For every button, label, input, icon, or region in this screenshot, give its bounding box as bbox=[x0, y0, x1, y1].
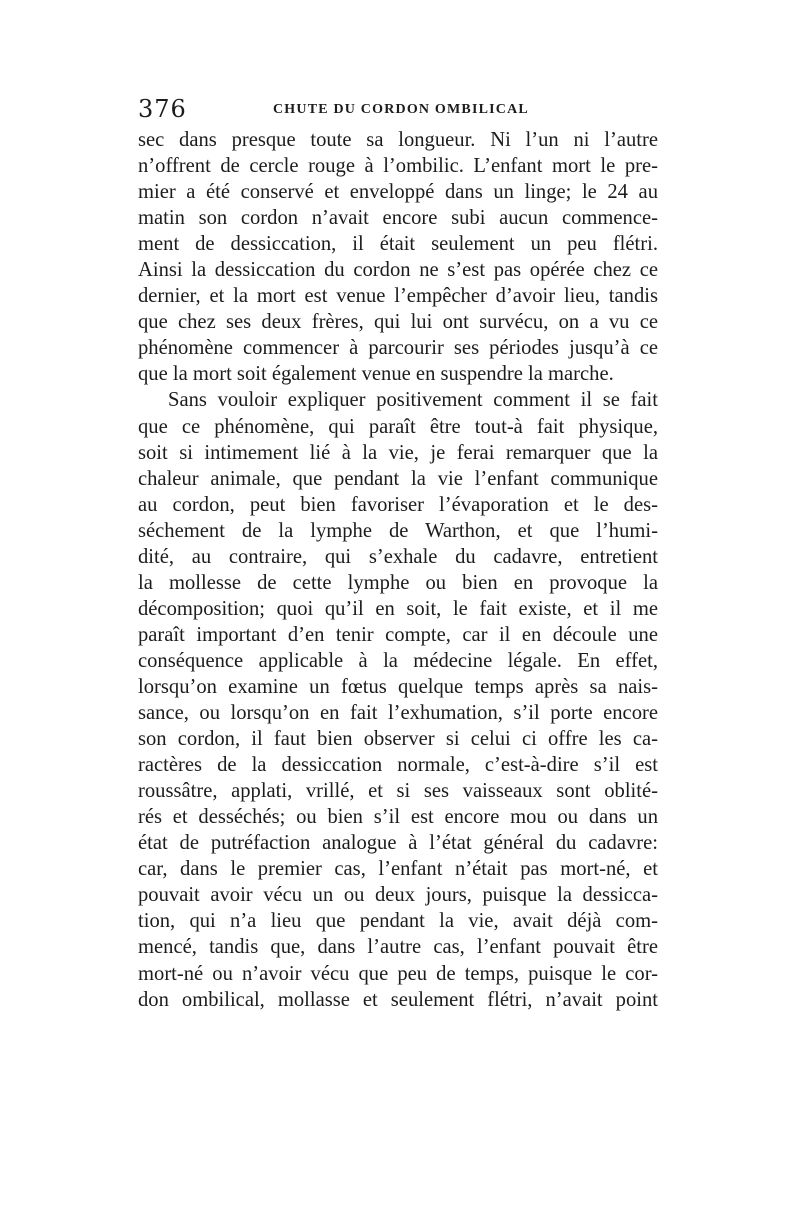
text-line: ractères de la dessiccation normale, c’est-à-dire s’il est bbox=[138, 754, 658, 777]
text-line: rés et desséchés; ou bien s’il est encore mou ou dans un bbox=[138, 806, 658, 829]
text-line: roussâtre, applati, vrillé, et si ses vaisseaux sont oblité- bbox=[138, 780, 658, 803]
text-line: tion, qui n’a lieu que pendant la vie, avait déjà com- bbox=[138, 910, 658, 933]
text-line: sec dans presque toute sa longueur. Ni l’un ni l’autre bbox=[138, 129, 658, 151]
page-number: 376 bbox=[138, 95, 187, 123]
text-line: la mollesse de cette lymphe ou bien en provoque la bbox=[138, 571, 658, 594]
text-line: sance, ou lorsqu’on en fait l’exhumation, s’il porte encore bbox=[138, 702, 658, 725]
text-line: décomposition; quoi qu’il en soit, le fait existe, et il me bbox=[138, 597, 658, 620]
text-line: chaleur animale, que pendant la vie l’enfant communique bbox=[138, 467, 658, 490]
text-line: Ainsi la dessiccation du cordon ne s’est pas opérée chez ce bbox=[138, 259, 658, 282]
text-line: séchement de la lymphe de Warthon, et que l’humi- bbox=[138, 519, 658, 542]
text-line: pouvait avoir vécu un ou deux jours, puisque la dessicca- bbox=[138, 884, 658, 907]
text-line: conséquence applicable à la médecine légale. En effet, bbox=[138, 649, 658, 672]
text-line: phénomène commencer à parcourir ses périodes jusqu’à ce bbox=[138, 337, 658, 360]
text-line: lorsqu’on examine un fœtus quelque temps après sa nais- bbox=[138, 675, 658, 698]
text-line: soit si intimement lié à la vie, je ferai remarquer que la bbox=[138, 441, 658, 464]
text-line: au cordon, peut bien favoriser l’évaporation et le des- bbox=[138, 493, 658, 516]
text-line: ment de dessiccation, il était seulement un peu flétri. bbox=[138, 233, 658, 256]
text-line: car, dans le premier cas, l’enfant n’était pas mort-né, et bbox=[138, 858, 658, 881]
text-line: état de putréfaction analogue à l’état général du cadavre: bbox=[138, 832, 658, 855]
text-line: dité, au contraire, qui s’exhale du cadavre, entretient bbox=[138, 545, 658, 568]
text-line: paraît important d’en tenir compte, car il en découle une bbox=[138, 623, 658, 646]
text-line: mier a été conservé et enveloppé dans un linge; le 24 au bbox=[138, 181, 658, 204]
text-line: n’offrent de cercle rouge à l’ombilic. L’enfant mort le pre- bbox=[138, 155, 658, 178]
text-line: que la mort soit également venue en suspendre la marche. bbox=[138, 363, 614, 386]
text-line: matin son cordon n’avait encore subi aucun commence- bbox=[138, 207, 658, 230]
text-line: que chez ses deux frères, qui lui ont survécu, on a vu ce bbox=[138, 311, 658, 334]
text-line: mencé, tandis que, dans l’autre cas, l’enfant pouvait être bbox=[138, 936, 658, 959]
text-line: don ombilical, mollasse et seulement flétri, n’avait point bbox=[138, 988, 658, 1011]
text-line: son cordon, il faut bien observer si celui ci offre les ca- bbox=[138, 728, 658, 751]
paragraph-start-line: Sans vouloir expliquer positivement comment il se fait bbox=[168, 389, 658, 412]
text-line: que ce phénomène, qui paraît être tout-à fait physique, bbox=[138, 415, 658, 438]
text-line: dernier, et la mort est venue l’empêcher d’avoir lieu, tandis bbox=[138, 285, 658, 308]
body-text bbox=[138, 127, 658, 1013]
page-header bbox=[138, 94, 658, 124]
text-line: mort-né ou n’avoir vécu que peu de temps, puisque le cor- bbox=[138, 962, 658, 985]
running-title: CHUTE DU CORDON OMBILICAL bbox=[273, 102, 529, 117]
